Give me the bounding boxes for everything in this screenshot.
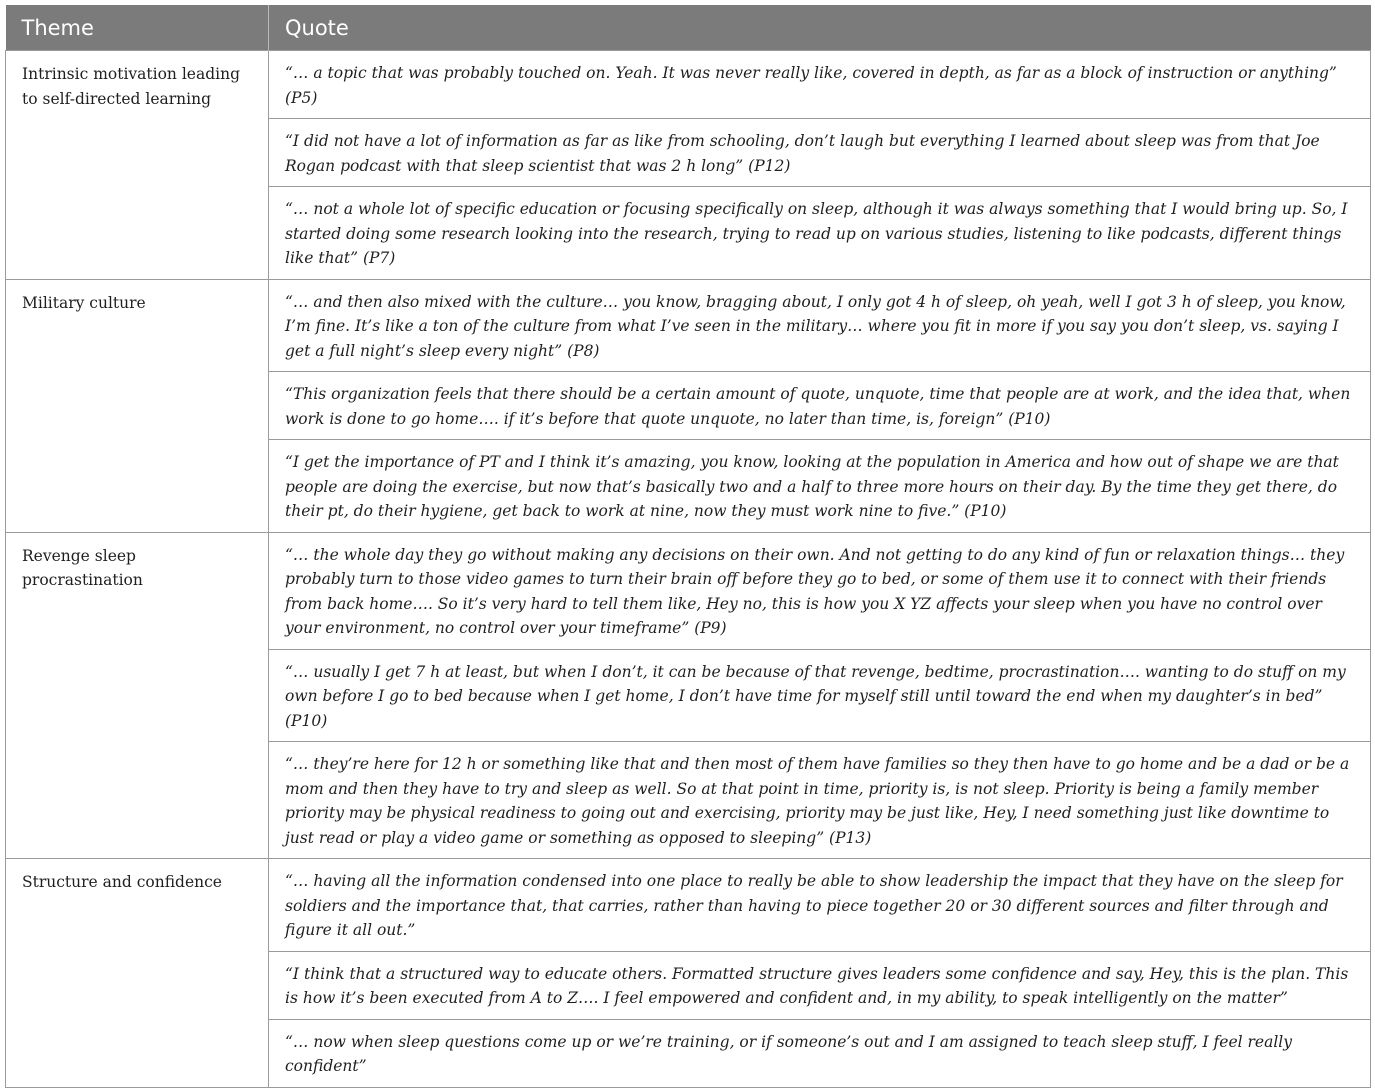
quote-cell: “I did not have a lot of information as far as like from schooling, don’t laugh but everything I learned about sleep was from that Joe Rogan podcast with that sleep scientist that was 2 h long” (P12) — [269, 119, 1371, 187]
quote-cell: “… usually I get 7 h at least, but when I don’t, it can be because of that revenge, bedtime, procrastination…. wanting to do stuff on my own before I go to bed because when I get home, I don’t have time for myself still until toward the end when my daughter’s in bed” (P10) — [269, 649, 1371, 742]
header-quote: Quote — [269, 5, 1371, 51]
quote-cell: “… not a whole lot of specific education or focusing specifically on sleep, although it was always something that I would bring up. So, I started doing some research looking into the research, trying to read up on various studies, listening to like podcasts, different things like that” (P7) — [269, 187, 1371, 280]
header-theme: Theme — [6, 5, 269, 51]
theme-cell: Revenge sleep procrastination — [6, 532, 269, 859]
quote-cell: “I think that a structured way to educate others. Formatted structure gives leaders some confidence and say, Hey, this is the plan. This is how it’s been executed from A to Z…. I feel empowered and confident and, in my ability, to speak intelligently on the matter” — [269, 951, 1371, 1019]
quote-cell: “I get the importance of PT and I think it’s amazing, you know, looking at the population in America and how out of shape we are that people are doing the exercise, but now that’s basically two and a half to three more hours on their day. By the time they get there, do their pt, do their hygiene, get back to work at nine, now they must work nine to five.” (P10) — [269, 440, 1371, 533]
table-row — [6, 279, 1371, 372]
quote-cell: “… and then also mixed with the culture… you know, bragging about, I only got 4 h of sleep, oh yeah, well I got 3 h of sleep, you know, I’m fine. It’s like a ton of the culture from what I’ve seen in the military… where you fit in more if you say you don’t sleep, vs. saying I get a full night’s sleep every night” (P8) — [269, 279, 1371, 372]
themes-quotes-table — [5, 5, 1371, 1088]
theme-cell: Structure and confidence — [6, 859, 269, 1088]
table-row — [6, 532, 1371, 649]
quote-cell: “… a topic that was probably touched on. Yeah. It was never really like, covered in depth, as far as a block of instruction or anything” (P5) — [269, 51, 1371, 119]
theme-cell: Intrinsic motivation leading to self-directed learning — [6, 51, 269, 280]
quote-cell: “… having all the information condensed into one place to really be able to show leadership the impact that they have on the sleep for soldiers and the importance that, that carries, rather than having to piece together 20 or 30 different sources and filter through and figure it all out.” — [269, 859, 1371, 952]
quote-cell: “This organization feels that there should be a certain amount of quote, unquote, time that people are at work, and the idea that, when work is done to go home…. if it’s before that quote unquote, no later than time, is, foreign” (P10) — [269, 372, 1371, 440]
header-row — [6, 5, 1371, 51]
quote-cell: “… they’re here for 12 h or something like that and then most of them have families so they then have to go home and be a dad or be a mom and then they have to try and sleep as well. So at that point in time, priority is, is not sleep. Priority is being a family member priority may be physical readiness to going out and exercising, priority may be just like, Hey, I need something just like downtime to just read or play a video game or something as opposed to sleeping” (P13) — [269, 742, 1371, 859]
table-row — [6, 51, 1371, 119]
quote-cell: “… now when sleep questions come up or we’re training, or if someone’s out and I am assigned to teach sleep stuff, I feel really confident” — [269, 1019, 1371, 1087]
theme-cell: Military culture — [6, 279, 269, 532]
quote-cell: “… the whole day they go without making any decisions on their own. And not getting to do any kind of fun or relaxation things… they probably turn to those video games to turn their brain off before they go to bed, or some of them use it to connect with their friends from back home…. So it’s very hard to tell them like, Hey no, this is how you X YZ affects your sleep when you have no control over your environment, no control over your timeframe” (P9) — [269, 532, 1371, 649]
table-row — [6, 859, 1371, 952]
